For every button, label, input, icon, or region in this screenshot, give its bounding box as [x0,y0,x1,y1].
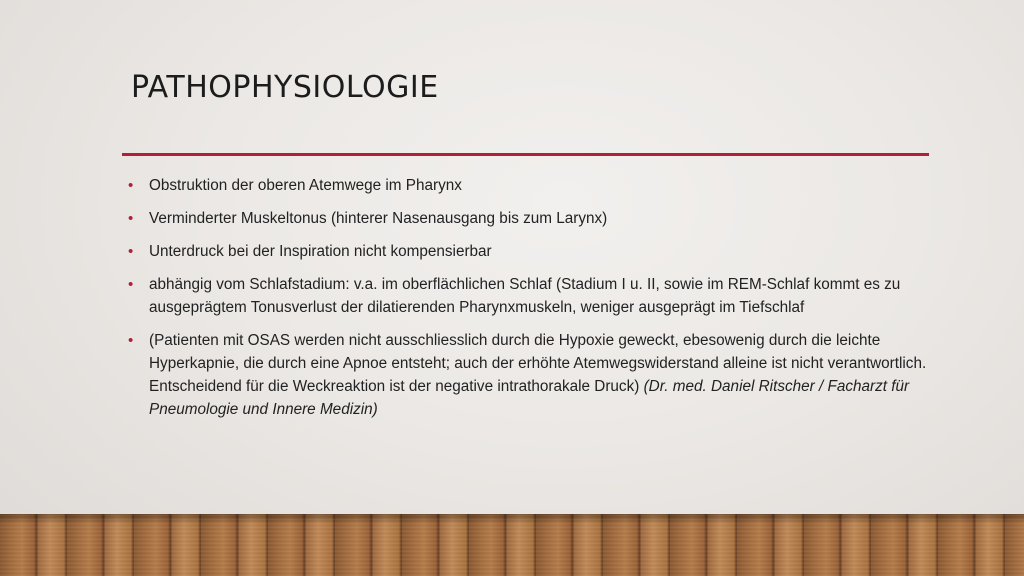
title-divider [122,153,929,156]
bullet-icon: • [128,177,134,194]
bullet-icon: • [128,276,134,293]
bullet-item [128,273,928,319]
bullet-item [128,240,928,263]
bullet-item [128,207,928,230]
wooden-floor-texture [0,514,1024,576]
bullet-text: Obstruktion der oberen Atemwege im Pharynx [149,177,462,194]
bullet-text: abhängig vom Schlafstadium: v.a. im oberflächlichen Schlaf (Stadium I u. II, sowie im REM-Schlaf kommt es zu ausgeprägtem Tonusverlust der dilatierenden Pharynxmuskeln, weniger ausgeprägt im Tiefschlaf [149,276,901,316]
slide-title: PATHOPHYSIOLOGIE [131,70,439,105]
bullet-text: Unterdruck bei der Inspiration nicht kompensierbar [149,243,492,260]
bullet-icon: • [128,332,134,349]
bullet-item [128,329,928,421]
bullet-list [128,174,928,431]
bullet-text: (Patienten mit OSAS werden nicht ausschliesslich durch die Hypoxie geweckt, ebesowenig durch die leichte Hyperkapnie, die durch eine Apnoe entsteht; auch der erhöhte Atemwegswiderstand alleine ist nicht verantwortlich. Entscheidend für die Weckreaktion ist der negative intrathorakale Druck) [149,332,927,395]
bullet-item [128,174,928,197]
bullet-icon: • [128,210,134,227]
source-citation: (Dr. med. Daniel Ritscher / Facharzt für Pneumologie und Innere Medizin) [149,378,910,418]
bullet-icon: • [128,243,134,260]
bullet-text: Verminderter Muskeltonus (hinterer Nasenausgang bis zum Larynx) [149,210,608,227]
